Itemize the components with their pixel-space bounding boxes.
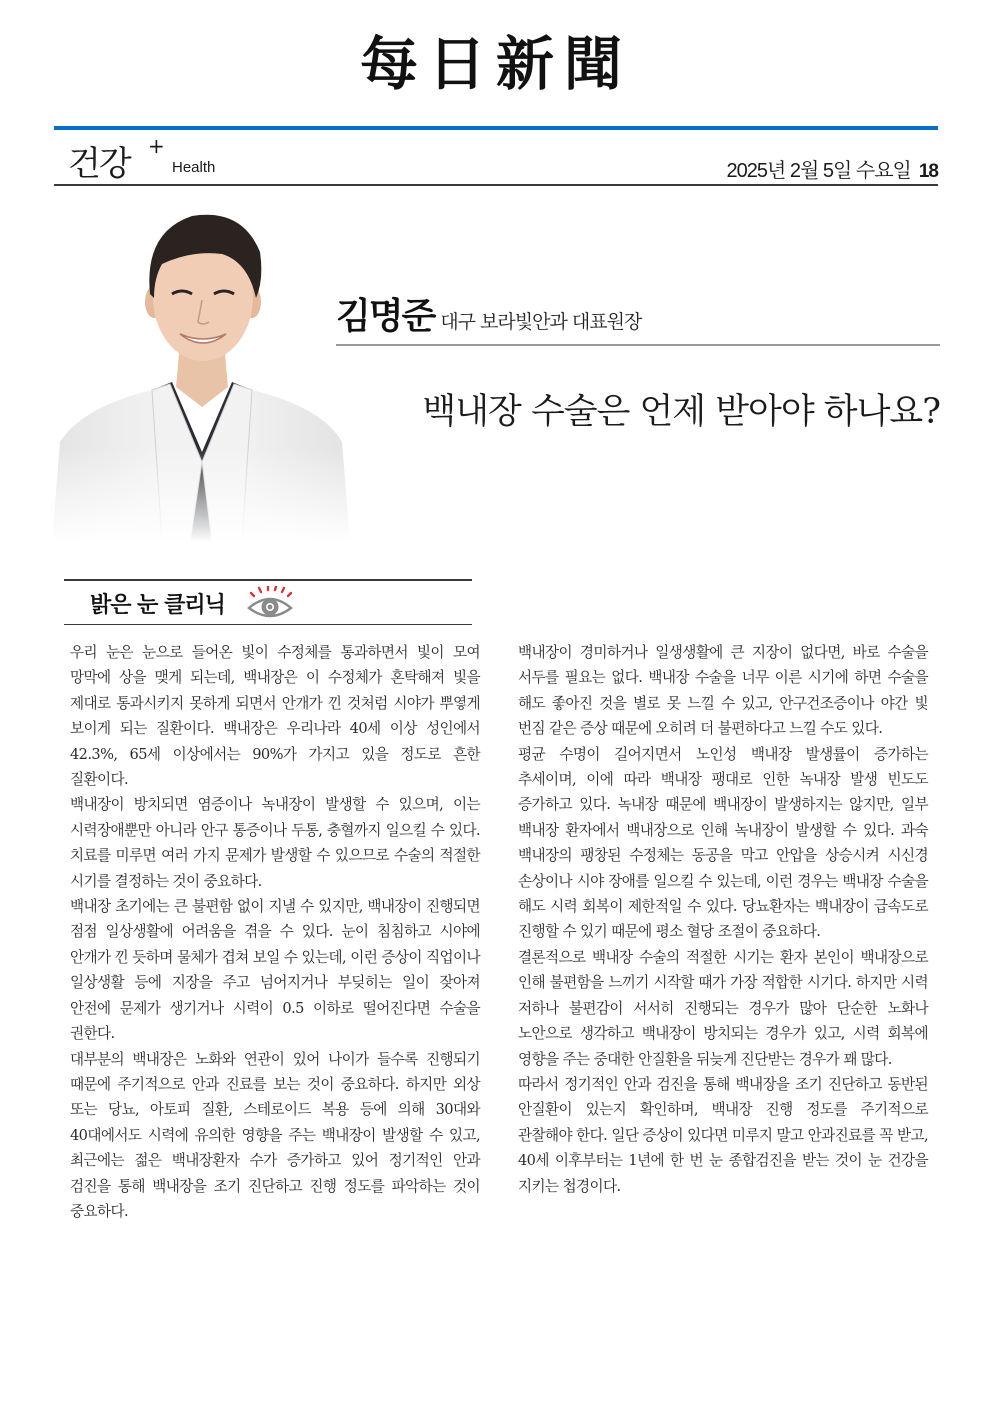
publication-date: 2025년 2월 5일 수요일 bbox=[726, 160, 911, 182]
article-headline: 백내장 수술은 언제 받아야 하나요? bbox=[422, 392, 940, 432]
article-paragraph: 백내장이 방치되면 염증이나 녹내장이 발생할 수 있으며, 이는 시력장애뿐만 아니라 안구 통증이나 두통, 충혈까지 일으킬 수 있다. 치료를 미루면 여러 가지 문제가 발생할 수 있으므로 수술의 적절한 시기를 결정하는 것이 중요하다. bbox=[70, 796, 480, 890]
author-role: 대구 보라빛안과 대표원장 bbox=[440, 311, 642, 333]
column-title-top-rule bbox=[64, 579, 472, 581]
article-paragraph: 백내장 초기에는 큰 불편함 없이 지낼 수 있지만, 백내장이 진행되면 점점 일상생활에 어려움을 겪을 수 있다. 눈이 침침하고 시야에 안개가 낀 듯하며 물체가 겹쳐 보일 수 있는데, 이런 증상이 직업이나 일상생활 등에 지장을 주고 넘어지거나 부딪히는 일이 잦아져 안전에 문제가 생기거나 시력이 0.5 이하로 떨어진다면 수술을 권한다. bbox=[70, 898, 480, 1043]
article-paragraph: 따라서 정기적인 안과 검진을 통해 백내장을 조기 진단하고 동반된 안질환이 있는지 확인하며, 백내장 진행 정도를 주기적으로 관찰해야 한다. 일단 증상이 있다면 미루지 말고 안과진료를 꼭 받고, 40세 이후부터는 1년에 한 번 눈 종합검진을 받는 것이 눈 건강을 지키는 첩경이다. bbox=[518, 1075, 928, 1195]
byline-divider bbox=[336, 344, 940, 346]
header-divider bbox=[54, 184, 938, 186]
article-column-right bbox=[518, 640, 928, 1199]
newspaper-masthead bbox=[0, 28, 992, 100]
section-accent-rule bbox=[54, 126, 938, 130]
eye-icon bbox=[246, 586, 294, 620]
page-number: 18 bbox=[918, 161, 938, 182]
article-paragraph: 평균 수명이 길어지면서 노인성 백내장 발생률이 증가하는 추세이며, 이에 따라 백내장 팽대로 인한 녹내장 발생 빈도도 증가하고 있다. 녹내장 때문에 백내장이 발생하지는 않지만, 일부 백내장 환자에서 백내장으로 인해 녹내장이 발생할 수 있다. 과숙 백내장의 팽창된 수정체는 동공을 막고 안압을 상승시켜 시신경 손상이나 시야 장애를 일으킬 수 있는데, 이런 경우는 백내장 수술을 해도 시력 회복이 제한적일 수 있다. 당뇨환자는 백내장이 급속도로 진행할 수 있기 때문에 평소 혈당 조절이 중요하다. bbox=[518, 745, 928, 941]
article-paragraph: 결론적으로 백내장 수술의 적절한 시기는 환자 본인이 백내장으로 인해 불편함을 느끼기 시작할 때가 가장 적합한 시기다. 하지만 시력 저하나 불편감이 서서히 진행되는 경우가 많아 단순한 노화나 노안으로 생각하고 백내장이 방치되는 경우가 있고, 시력 회복에 영향을 주는 중대한 안질환을 뒤늦게 진단받는 경우가 꽤 많다. bbox=[518, 948, 928, 1068]
article-paragraph: 우리 눈은 눈으로 들어온 빛이 수정체를 통과하면서 빛이 모여 망막에 상을 맺게 되는데, 백내장은 이 수정체가 혼탁해져 빛을 제대로 통과시키지 못하게 되면서 안개가 낀 것처럼 시야가 뿌옇게 보이게 되는 질환이다. 백내장은 우리나라 40세 이상 성인에서 42.3%, 65세 이상에서는 90%가 가지고 있을 정도로 흔한 질환이다. bbox=[70, 644, 480, 789]
column-title-bottom-rule bbox=[64, 624, 472, 625]
author-portrait-photo bbox=[52, 202, 350, 542]
author-name: 김명준 bbox=[336, 296, 435, 337]
section-plus-mark: + bbox=[148, 134, 165, 158]
section-english-name: Health bbox=[172, 159, 216, 176]
dateline bbox=[727, 154, 938, 183]
article-paragraph: 대부분의 백내장은 노화와 연관이 있어 나이가 들수록 진행되기 때문에 주기적으로 안과 진료를 보는 것이 중요하다. 하지만 외상 또는 당뇨, 아토피 질환, 스테로이드 복용 등에 의해 30대와 40대에서도 시력에 유의한 영향을 주는 백내장이 발생할 수 있고, 최근에는 젊은 백내장환자 수가 증가하고 있어 정기적인 안과 검진을 통해 백내장을 조기 진단하고 진행 정도를 파악하는 것이 중요하다. bbox=[70, 1050, 480, 1220]
column-title: 밝은 눈 클리닉 bbox=[90, 593, 225, 618]
section-name: 건강 bbox=[68, 144, 130, 184]
article-paragraph: 백내장이 경미하거나 일생생활에 큰 지장이 없다면, 바로 수술을 서두를 필요는 없다. 백내장 수술을 너무 이른 시기에 하면 수술을 해도 좋아진 것을 별로 못 느낄 수 있고, 안구건조증이나 야간 빛 번짐 같은 증상 때문에 오히려 더 불편하다고 느낄 수도 있다. bbox=[518, 644, 928, 738]
article-column-left bbox=[70, 640, 480, 1224]
section-header bbox=[54, 132, 938, 182]
newspaper-title: 每日新聞 bbox=[359, 30, 632, 98]
author-byline bbox=[336, 288, 940, 339]
